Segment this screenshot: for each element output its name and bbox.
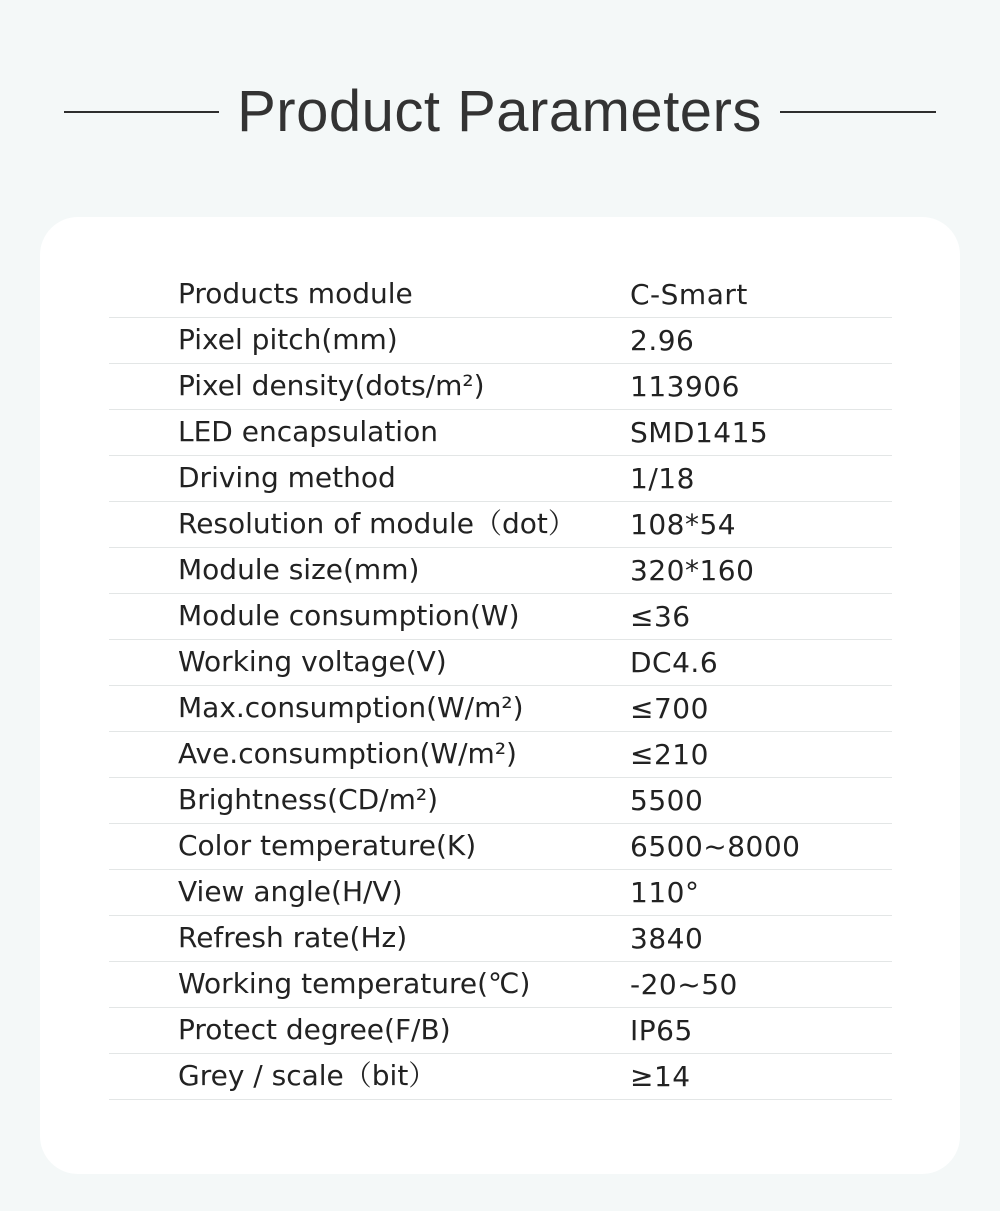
parameter-value: 2.96 <box>630 324 695 357</box>
parameter-label: Pixel pitch(mm) <box>178 323 398 356</box>
table-row <box>109 364 892 410</box>
table-row <box>109 870 892 916</box>
parameter-value: 113906 <box>630 370 740 403</box>
page-header <box>0 72 1000 152</box>
header-rule-left <box>64 111 219 113</box>
table-row <box>109 640 892 686</box>
table-row <box>109 916 892 962</box>
parameter-label: Module size(mm) <box>178 553 420 586</box>
parameter-value: 5500 <box>630 784 704 817</box>
parameter-value: 110° <box>630 876 700 909</box>
table-row <box>109 1008 892 1054</box>
parameter-value: ≥14 <box>630 1060 691 1093</box>
parameters-card <box>40 217 960 1174</box>
table-row <box>109 548 892 594</box>
table-row <box>109 272 892 318</box>
parameter-value: ≤210 <box>630 738 709 771</box>
table-row <box>109 824 892 870</box>
parameter-label: Brightness(CD/m²) <box>178 783 439 816</box>
parameter-label: Products module <box>178 277 413 310</box>
parameter-value: -20~50 <box>630 968 738 1001</box>
parameter-value: 108*54 <box>630 508 737 541</box>
parameter-label: Grey / scale（bit） <box>178 1059 437 1092</box>
parameters-table <box>109 272 892 1100</box>
parameter-label: Color temperature(K) <box>178 829 477 862</box>
parameter-label: LED encapsulation <box>178 415 438 448</box>
table-row <box>109 456 892 502</box>
table-row <box>109 410 892 456</box>
parameter-value: 6500~8000 <box>630 830 801 863</box>
parameter-label: Resolution of module（dot） <box>178 507 576 540</box>
parameter-value: DC4.6 <box>630 646 719 679</box>
parameter-label: Module consumption(W) <box>178 599 520 632</box>
parameter-label: Driving method <box>178 461 396 494</box>
header-rule-right <box>780 111 936 113</box>
parameter-value: 1/18 <box>630 462 695 495</box>
parameter-label: Pixel density(dots/m²) <box>178 369 485 402</box>
parameter-value: ≤36 <box>630 600 691 633</box>
table-row <box>109 962 892 1008</box>
parameter-value: 320*160 <box>630 554 755 587</box>
parameter-label: Ave.consumption(W/m²) <box>178 737 517 770</box>
parameter-label: Refresh rate(Hz) <box>178 921 408 954</box>
parameter-value: ≤700 <box>630 692 709 725</box>
parameter-value: 3840 <box>630 922 704 955</box>
parameter-label: Working voltage(V) <box>178 645 447 678</box>
parameter-label: Max.consumption(W/m²) <box>178 691 524 724</box>
parameter-value: SMD1415 <box>630 416 769 449</box>
parameter-value: IP65 <box>630 1014 693 1047</box>
table-row <box>109 502 892 548</box>
table-row <box>109 594 892 640</box>
table-row <box>109 1054 892 1100</box>
parameter-label: View angle(H/V) <box>178 875 403 908</box>
parameter-value: C-Smart <box>630 278 748 311</box>
table-row <box>109 318 892 364</box>
table-row <box>109 686 892 732</box>
page-title: Product Parameters <box>237 79 762 144</box>
parameter-label: Working temperature(℃) <box>178 967 531 1000</box>
table-row <box>109 732 892 778</box>
parameter-label: Protect degree(F/B) <box>178 1013 451 1046</box>
table-row <box>109 778 892 824</box>
